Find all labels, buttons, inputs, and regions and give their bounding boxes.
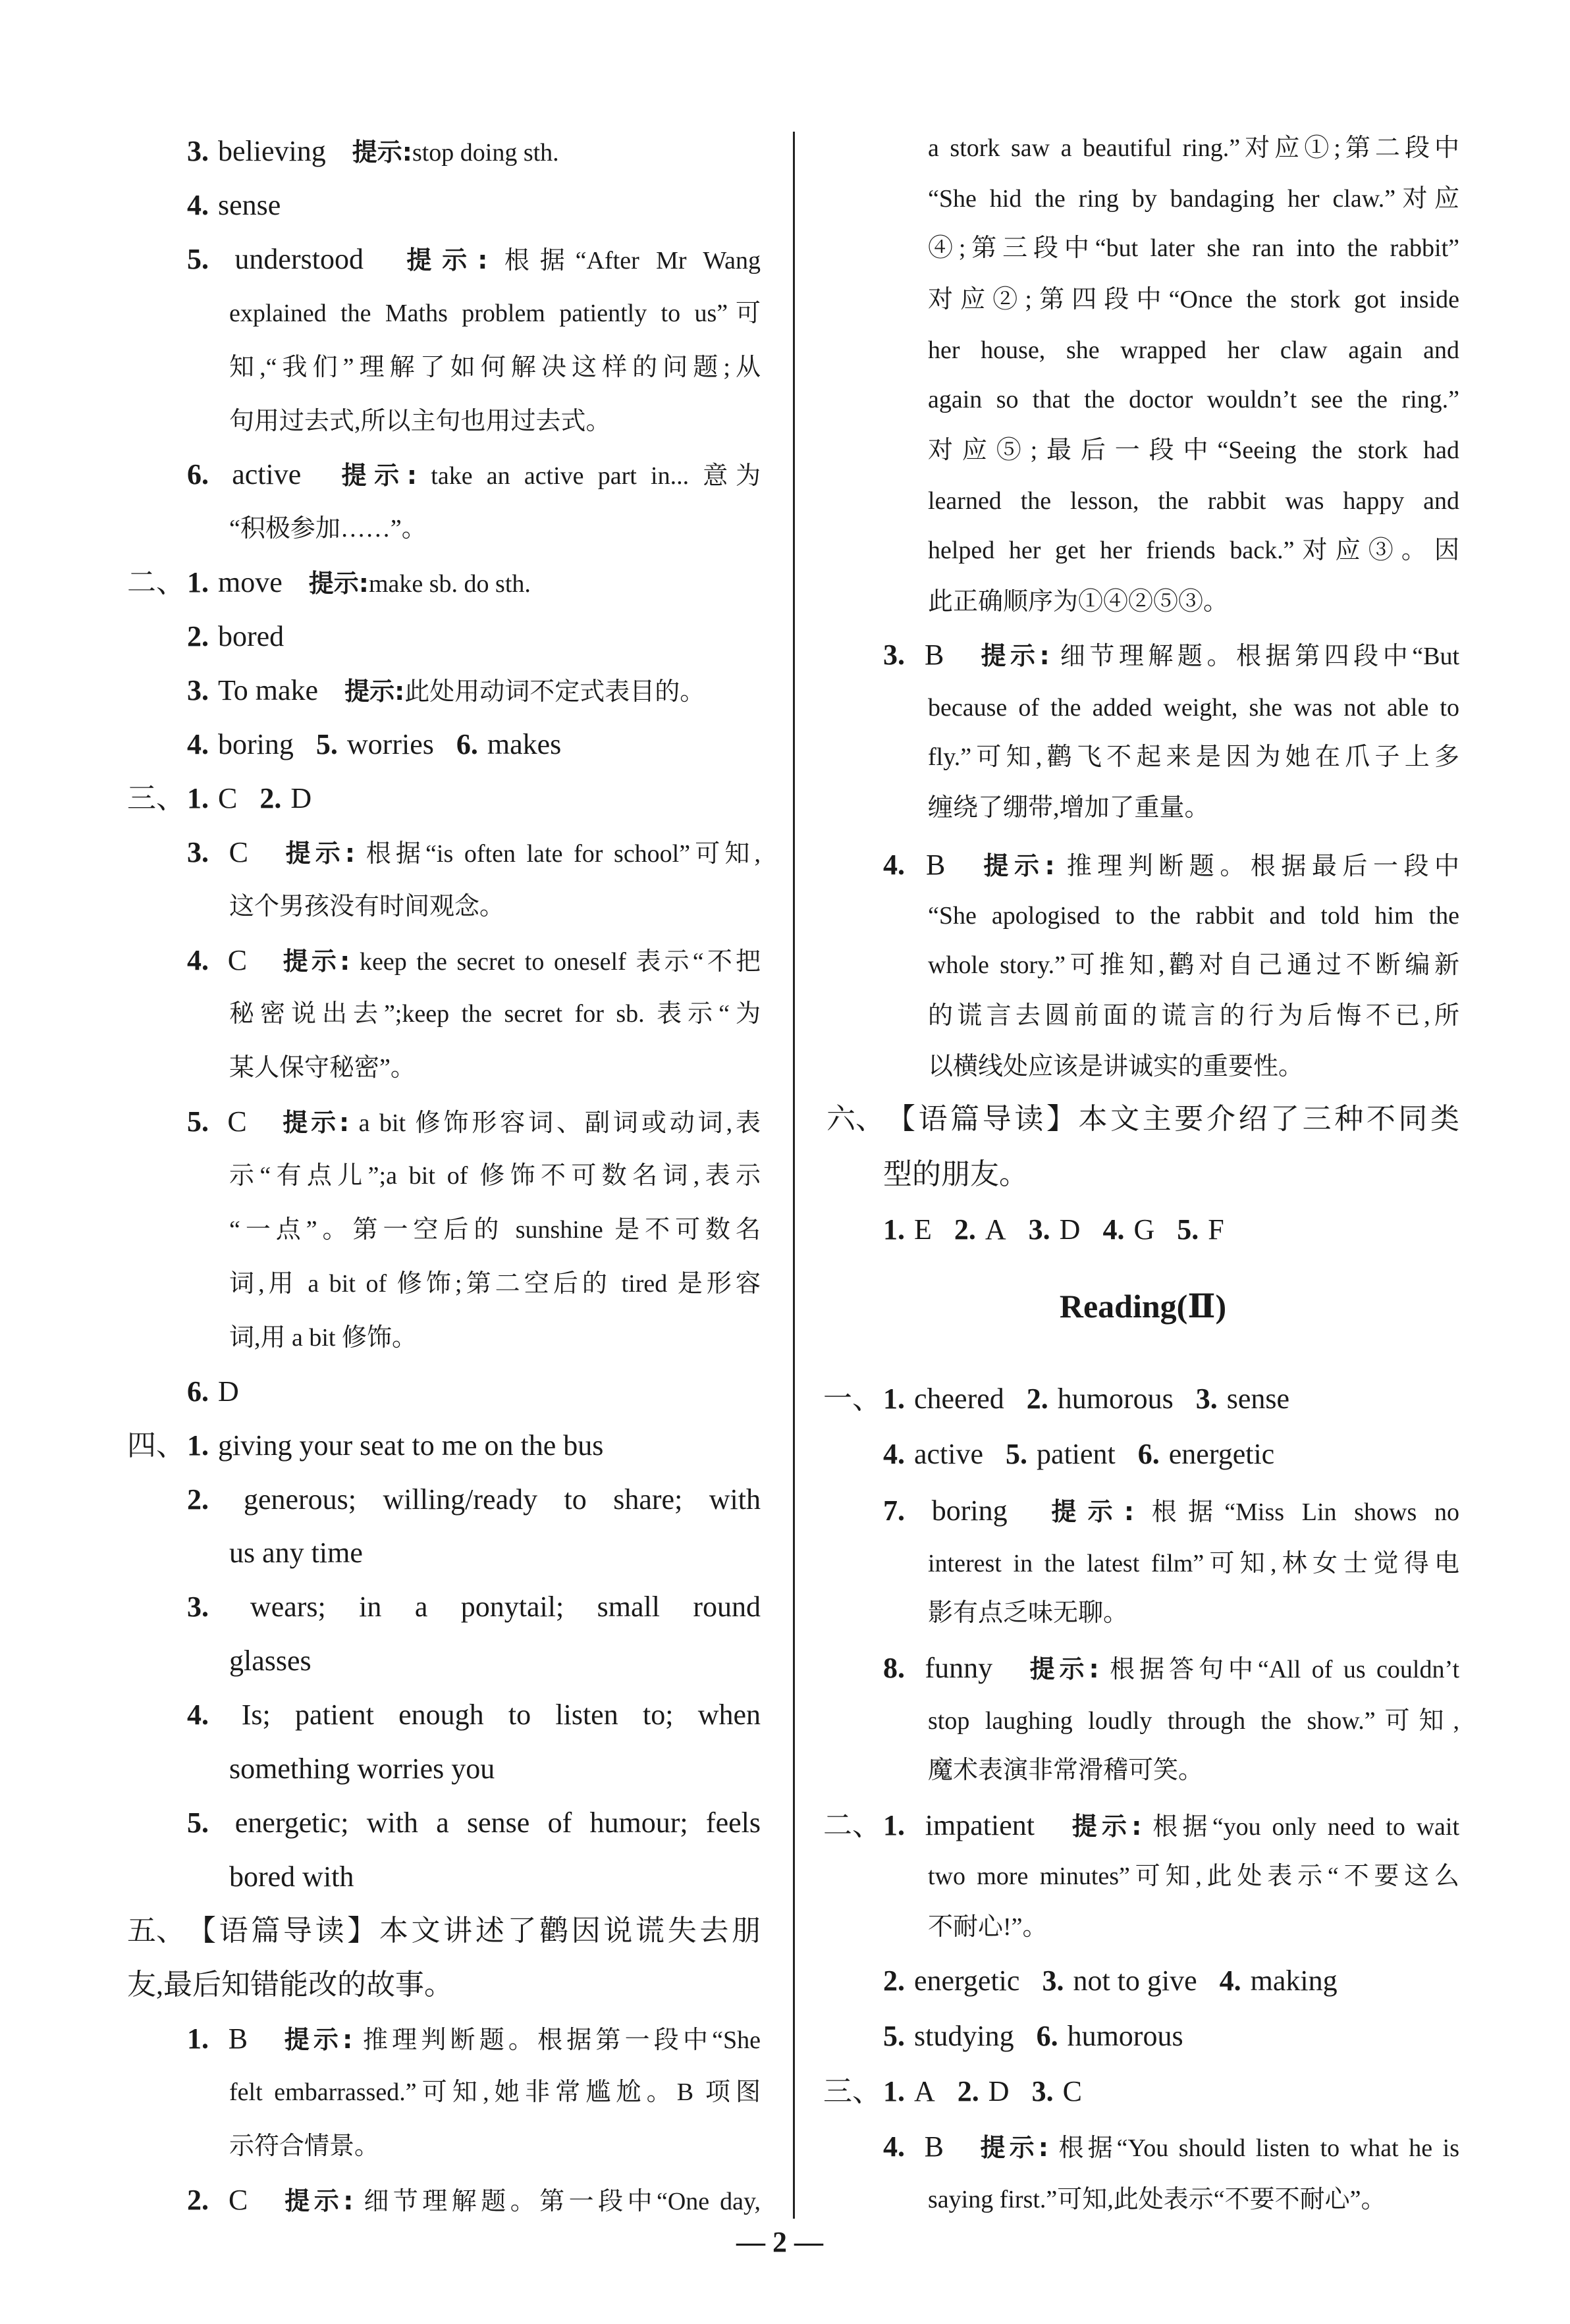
item-number: 4. — [1102, 1213, 1125, 1246]
text-line — [127, 772, 761, 825]
hint-text: 魔术表演非常滑稽可笑。 — [928, 1756, 1204, 1784]
hint-text: 此正确顺序为①④②⑤③。 — [928, 587, 1229, 616]
hint-text: saying first.”可知,此处表示“不要不耐心”。 — [928, 2185, 1386, 2213]
text-line — [187, 2013, 761, 2065]
answer-text: G — [1133, 1213, 1155, 1246]
hint-text: again so that the doctor wouldn’t see the ring.” — [928, 385, 1459, 413]
answer-text: To make — [218, 674, 319, 706]
hint-text: whole story.”可推知,鹳对自己通过不断编新 — [928, 951, 1459, 979]
hint-label: 提示: — [981, 641, 1050, 671]
text-line — [928, 990, 1459, 1042]
hint-text: 示符合情景。 — [229, 2132, 380, 2161]
item-number: 1. — [187, 566, 209, 599]
text-line — [883, 2010, 1459, 2063]
hint-text: 知,“我们”理解了如何解决这样的问题;从 — [229, 353, 761, 381]
item-number: 4. — [1219, 1964, 1241, 1997]
hint-text: 示“有点儿”;a bit of 修饰不可数名词,表示 — [229, 1162, 761, 1190]
hint-text: 某人保守秘密”。 — [229, 1054, 416, 1082]
text-line — [187, 934, 761, 987]
text-line — [928, 424, 1459, 477]
text-line — [928, 575, 1459, 628]
answer-text: boring — [218, 727, 294, 760]
text-line — [229, 395, 761, 448]
text-line — [187, 1797, 761, 1849]
answer-text: D — [988, 2075, 1010, 2108]
answer-text: bored with — [229, 1860, 354, 1893]
text-line — [928, 273, 1459, 326]
text-line — [883, 1955, 1459, 2007]
item-number: 3. — [1042, 1964, 1064, 1997]
item-number: 3. — [883, 639, 905, 672]
item-number: 8. — [883, 1651, 905, 1684]
text-line — [928, 681, 1459, 734]
text-line — [187, 664, 761, 717]
hint-text: 的谎言去圆前面的谎言的行为后悔不已,所 — [928, 1002, 1459, 1030]
answer-text: funny — [925, 1651, 993, 1684]
answer-text: studying — [914, 2020, 1014, 2053]
text-line — [883, 839, 1459, 891]
item-number: 3. — [1028, 1213, 1050, 1246]
hint-text: helped her get her friends back.”对应③。因 — [928, 537, 1459, 565]
text-line — [928, 731, 1459, 783]
hint-text: 秘密说出去”;keep the secret for sb. 表示“为 — [229, 1000, 761, 1028]
text-line — [187, 610, 761, 663]
answer-text: glasses — [229, 1645, 311, 1677]
text-line — [928, 324, 1459, 377]
section-marker: 二、 — [127, 566, 185, 599]
hint-label: 提示: — [1071, 1811, 1142, 1841]
hint-label: 提示: — [1051, 1497, 1135, 1527]
text-line — [928, 524, 1459, 577]
hint-label: 提示: — [308, 569, 369, 598]
hint-text: 不耐心!”。 — [928, 1913, 1048, 1941]
text-line — [187, 1365, 761, 1418]
item-number: 5. — [1177, 1213, 1199, 1246]
answer-text: D — [1059, 1213, 1081, 1246]
text-line — [229, 1635, 761, 1687]
hint-text: 对应⑤;最后一段中“Seeing the stork had — [928, 436, 1459, 465]
item-number: 3. — [187, 835, 209, 868]
section-marker: 二、 — [823, 1809, 881, 1841]
answer-text: A — [914, 2075, 935, 2108]
hint-text: 句用过去式,所以主句也用过去式。 — [229, 407, 611, 435]
text-line — [883, 2121, 1459, 2173]
text-line — [229, 1149, 761, 1202]
text-line — [928, 1850, 1459, 1903]
hint-label: 提示: — [1029, 1654, 1099, 1683]
answer-text: understood — [234, 242, 364, 275]
text-line — [187, 718, 761, 771]
hint-label: 提示: — [352, 138, 412, 167]
hint-text: 根据答句中“All of us couldn’t — [1110, 1655, 1460, 1683]
item-number: 2. — [187, 2184, 209, 2217]
item-number: 1. — [883, 1809, 905, 1841]
item-number: 1. — [883, 2075, 905, 2108]
hint-text: ④;第三段中“but later she ran into the rabbit” — [928, 234, 1459, 263]
hint-text: learned the lesson, the rabbit was happy and — [928, 487, 1459, 515]
hint-label: 提示: — [980, 2133, 1048, 2163]
text-line — [187, 1689, 761, 1741]
text-line — [187, 1473, 761, 1526]
section-marker: 三、 — [823, 2075, 881, 2108]
hint-text: 以横线处应该是讲诚实的重要性。 — [928, 1053, 1304, 1081]
item-number: 5. — [315, 727, 338, 760]
text-line — [229, 2066, 761, 2119]
text-line — [883, 1642, 1459, 1695]
answer-text: bored — [218, 620, 284, 653]
item-number: 5. — [1006, 1438, 1028, 1470]
hint-text: “一点”。第一空后的 sunshine 是不可数名 — [229, 1216, 761, 1244]
answer-text: worries — [346, 727, 434, 760]
text-line — [187, 233, 761, 286]
item-number: 6. — [187, 458, 209, 491]
text-line — [127, 1959, 761, 2011]
answer-text: energetic — [914, 1964, 1020, 1997]
hint-label: 提示: — [983, 851, 1055, 880]
hint-label: 提示: — [284, 2186, 354, 2216]
text-line — [229, 1743, 761, 1795]
answer-text: move — [218, 566, 283, 599]
passage-guide-text: 【语篇导读】本文讲述了鹳因说谎失去朋 — [187, 1914, 761, 1947]
hint-text: 细节理解题。根据第四段中“But — [1060, 643, 1460, 671]
hint-text: 缠绕了绷带,增加了重量。 — [928, 794, 1210, 822]
hint-text: two more minutes”可知,此处表示“不要这么 — [928, 1862, 1459, 1890]
hint-label: 提示: — [285, 838, 356, 868]
hint-text: 此处用动词不定式表目的。 — [404, 678, 705, 706]
answer-text: B — [926, 848, 946, 881]
text-line — [229, 287, 761, 340]
item-number: 4. — [187, 727, 209, 760]
section-marker: 五、 — [127, 1914, 185, 1947]
text-line — [928, 889, 1459, 942]
hint-text: make sb. do sth. — [368, 570, 531, 598]
hint-text: 根据“Miss Lin shows no — [1151, 1498, 1460, 1527]
item-number: 2. — [957, 2075, 979, 2108]
text-line — [229, 1257, 761, 1310]
item-number: 6. — [1137, 1438, 1160, 1470]
answer-text: active — [914, 1438, 984, 1470]
text-line — [928, 781, 1459, 834]
item-number: 3. — [1031, 2075, 1054, 2108]
section-marker: 三、 — [127, 781, 185, 814]
answer-text: wears; in a ponytail; small round — [250, 1591, 761, 1624]
text-line — [928, 475, 1459, 527]
hint-text: take an active part in... 意为 — [431, 462, 761, 490]
item-number: 2. — [259, 781, 282, 814]
hint-text: fly.”可知,鹳飞不起来是因为她在爪子上多 — [928, 743, 1459, 771]
column-divider — [793, 132, 795, 2219]
item-number: 3. — [187, 135, 209, 167]
item-number: 1. — [187, 2022, 209, 2055]
text-line — [187, 1096, 761, 1148]
passage-guide-text: 【语篇导读】本文主要介绍了三种不同类 — [886, 1102, 1459, 1135]
hint-text: felt embarrassed.”可知,她非常尴尬。B 项图 — [229, 2078, 761, 2107]
answer-text: active — [232, 458, 302, 491]
item-number: 4. — [883, 1438, 905, 1470]
item-number: 4. — [187, 188, 209, 221]
answer-text: sense — [218, 188, 281, 221]
item-number: 6. — [456, 727, 478, 760]
item-number: 2. — [883, 1964, 905, 1997]
text-line — [127, 1419, 761, 1472]
item-number: 1. — [883, 1382, 905, 1415]
item-number: 6. — [187, 1375, 209, 1408]
text-line — [928, 373, 1459, 426]
hint-label: 提示: — [344, 677, 405, 706]
text-line — [229, 1203, 761, 1256]
hint-text: 根据“is often late for school”可知, — [365, 839, 761, 868]
answer-text: humorous — [1057, 1382, 1174, 1415]
answer-text: believing — [218, 135, 326, 167]
hint-label: 提示: — [283, 946, 350, 976]
text-line — [187, 125, 761, 178]
hint-text: interest in the latest film”可知,林女士觉得电 — [928, 1549, 1459, 1577]
item-number: 2. — [187, 620, 209, 653]
hint-text: a bit 修饰形容词、副词或动词,表 — [358, 1109, 761, 1138]
item-number: 5. — [883, 2020, 905, 2053]
hint-text: stop laughing loudly through the show.”可知, — [928, 1706, 1459, 1735]
text-line — [229, 502, 761, 555]
hint-text: 对应②;第四段中“Once the stork got inside — [928, 285, 1459, 313]
text-line — [187, 826, 761, 879]
answer-text: C — [227, 1105, 247, 1138]
section-marker: 一、 — [823, 1382, 881, 1415]
text-line — [229, 1851, 761, 1903]
section-marker: 四、 — [127, 1429, 185, 1462]
hint-label: 提示: — [406, 245, 488, 275]
answer-text: giving your seat to me on the bus — [218, 1429, 604, 1462]
item-number: 3. — [187, 674, 209, 706]
hint-label: 提示: — [341, 461, 418, 490]
passage-guide-text: 型的朋友。 — [883, 1158, 1028, 1191]
text-line — [883, 1485, 1459, 1537]
text-line — [229, 1527, 761, 1579]
text-line — [928, 172, 1459, 225]
text-line — [823, 2065, 1459, 2118]
text-line — [229, 2120, 761, 2173]
answer-text: C — [229, 835, 248, 868]
hint-label: 提示: — [284, 2024, 353, 2054]
item-number: 4. — [883, 848, 905, 881]
answer-text: not to give — [1073, 1964, 1197, 1997]
text-line — [127, 556, 761, 609]
answer-text: A — [985, 1213, 1006, 1246]
text-line — [127, 1905, 761, 1957]
item-number: 5. — [187, 1806, 209, 1839]
hint-text: 推理判断题。根据第一段中“She — [362, 2026, 761, 2054]
answer-text: something worries you — [229, 1753, 495, 1785]
text-line — [823, 1799, 1460, 1852]
answer-text: sense — [1226, 1382, 1290, 1415]
answer-text: E — [914, 1213, 932, 1246]
text-line — [883, 1148, 1459, 1201]
item-number: 2. — [187, 1483, 209, 1516]
text-line — [883, 629, 1459, 681]
answer-text: Is; patient enough to listen to; when — [241, 1699, 761, 1731]
hint-text: 这个男孩没有时间观念。 — [229, 892, 505, 920]
hint-text: “She apologised to the rabbit and told him the — [928, 901, 1459, 930]
answer-text: boring — [931, 1494, 1008, 1527]
answer-text: patient — [1037, 1438, 1116, 1470]
text-line — [826, 1093, 1459, 1146]
text-line — [928, 1901, 1459, 1953]
hint-text: 根据“You should listen to what he is — [1058, 2134, 1460, 2163]
hint-text: because of the added weight, she was not able to — [928, 693, 1459, 722]
text-line — [229, 988, 761, 1040]
answer-text: generous; willing/ready to share; with — [243, 1483, 761, 1516]
text-line — [229, 880, 761, 933]
hint-text: 影有点乏味无聊。 — [928, 1598, 1129, 1627]
item-number: 4. — [187, 943, 209, 976]
answer-text: energetic; with a sense of humour; feels — [234, 1806, 761, 1839]
answer-text: C — [1062, 2075, 1082, 2108]
text-line — [928, 2173, 1459, 2226]
text-line — [187, 448, 761, 501]
answer-text: impatient — [925, 1809, 1035, 1841]
answer-text: energetic — [1168, 1438, 1275, 1470]
item-number: 2. — [954, 1213, 976, 1246]
item-number: 4. — [187, 1699, 209, 1731]
answer-text: making — [1250, 1964, 1338, 1997]
text-line — [229, 341, 761, 394]
hint-text: 词,用 a bit 修饰。 — [229, 1323, 417, 1352]
text-line — [928, 122, 1459, 174]
hint-text: stop doing sth. — [412, 139, 559, 167]
section-heading: Reading(Ⅱ) — [1059, 1287, 1227, 1325]
answer-text: makes — [487, 727, 562, 760]
answer-text: B — [925, 639, 944, 672]
item-number: 3. — [187, 1591, 209, 1624]
answer-text: us any time — [229, 1537, 363, 1570]
text-line — [928, 222, 1459, 275]
answer-text: B — [924, 2130, 944, 2163]
text-line — [928, 939, 1459, 991]
answer-text: cheered — [914, 1382, 1004, 1415]
hint-text: her house, she wrapped her claw again and — [928, 336, 1459, 364]
item-number: 5. — [187, 242, 209, 275]
answer-text: C — [218, 781, 238, 814]
item-number: 5. — [187, 1105, 209, 1138]
item-number: 7. — [883, 1494, 905, 1527]
text-line — [928, 1587, 1459, 1639]
hint-text: keep the secret to oneself 表示“不把 — [359, 947, 761, 976]
text-line — [229, 1042, 761, 1094]
text-line — [928, 1695, 1459, 1747]
hint-text: 根据“you only need to wait — [1152, 1812, 1460, 1841]
item-number: 1. — [187, 1429, 209, 1462]
hint-text: explained the Maths problem patiently to us”可 — [229, 299, 761, 327]
item-number: 3. — [1195, 1382, 1218, 1415]
text-line — [187, 1581, 761, 1633]
hint-label: 提示: — [283, 1108, 350, 1138]
hint-text: “积极参加……”。 — [229, 515, 427, 543]
hint-text: 根据“After Mr Wang — [504, 246, 761, 275]
hint-text: 词,用 a bit of 修饰;第二空后的 tired 是形容 — [229, 1269, 761, 1298]
hint-text: 推理判断题。根据最后一段中 — [1066, 852, 1460, 880]
answer-text: C — [228, 2184, 248, 2217]
answer-text: humorous — [1067, 2020, 1183, 2053]
text-line — [187, 179, 761, 232]
item-number: 6. — [1036, 2020, 1058, 2053]
text-line — [823, 1373, 1459, 1425]
page-number: — 2 — — [736, 2226, 823, 2258]
answer-text: F — [1208, 1213, 1224, 1246]
hint-text: 细节理解题。第一段中“One day, — [364, 2188, 761, 2216]
section-marker: 六、 — [826, 1102, 884, 1135]
item-number: 1. — [883, 1213, 905, 1246]
hint-text: a stork saw a beautiful ring.”对应①;第二段中 — [928, 134, 1459, 162]
passage-guide-text: 友,最后知错能改的故事。 — [127, 1968, 453, 2001]
item-number: 4. — [883, 2130, 905, 2163]
text-line — [928, 1537, 1459, 1590]
answer-text: C — [227, 943, 248, 976]
text-line — [928, 1744, 1459, 1797]
item-number: 1. — [187, 781, 209, 814]
answer-text: D — [290, 781, 312, 814]
hint-text: “She hid the ring by bandaging her claw.”对应 — [928, 185, 1459, 213]
item-number: 2. — [1026, 1382, 1048, 1415]
text-line — [883, 1203, 1459, 1256]
text-line — [187, 2174, 761, 2227]
text-line — [883, 1428, 1459, 1481]
text-line — [229, 1311, 761, 1364]
answer-text: B — [228, 2022, 248, 2055]
text-line — [928, 1040, 1459, 1093]
answer-text: D — [218, 1375, 239, 1408]
